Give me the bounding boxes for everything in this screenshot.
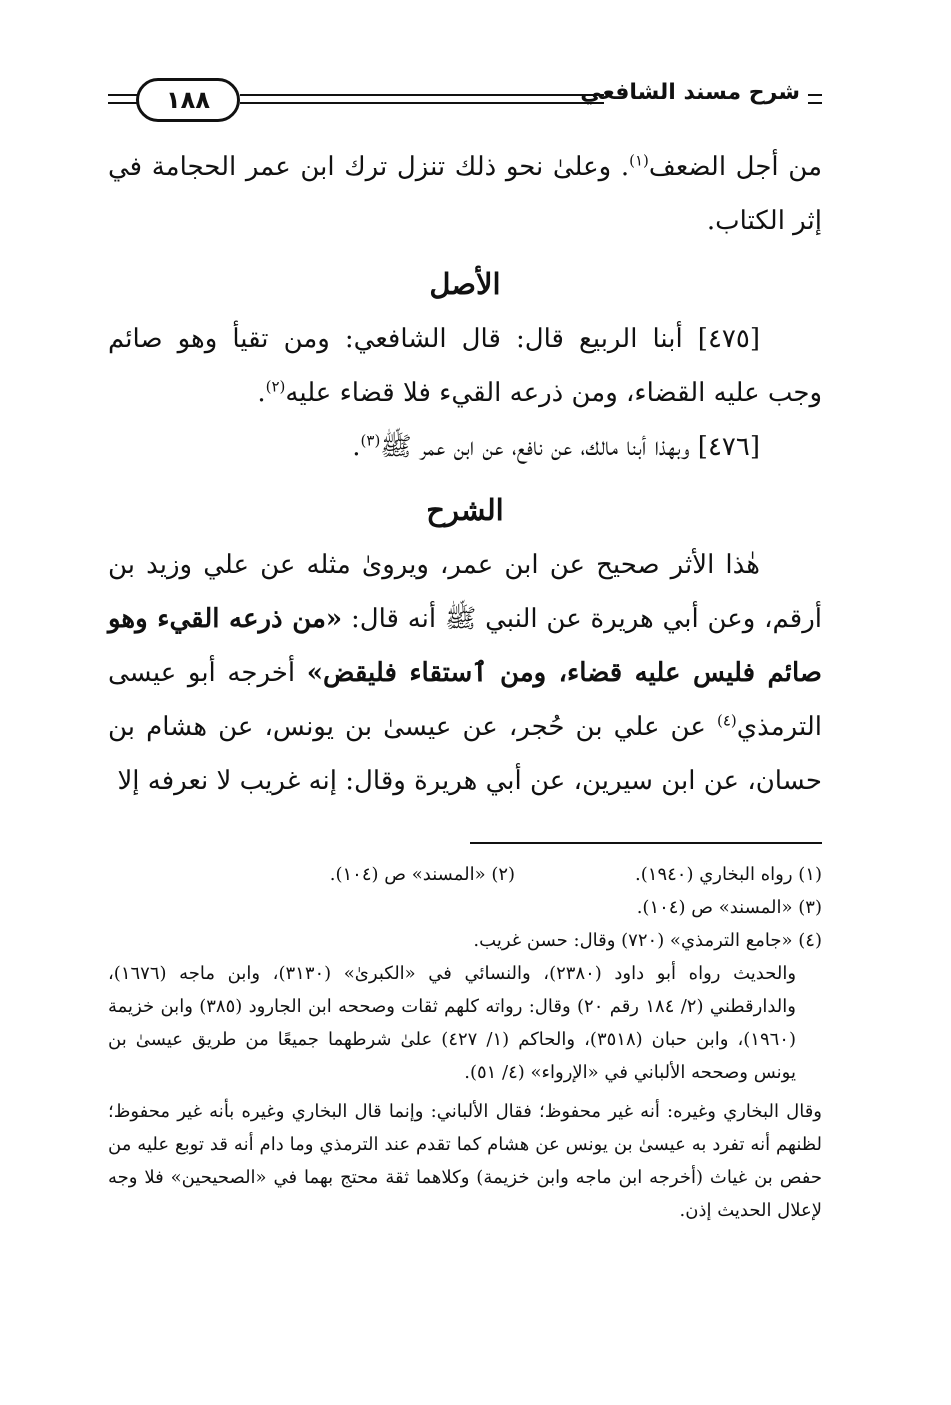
book-page (108, 70, 822, 1370)
page-number: ١٨٨ (166, 86, 210, 114)
footnote-3: (٣) «المسند» ص (١٠٤). (636, 897, 822, 918)
commentary-text-b: أخرجه أبو عيسى الترمذي (108, 658, 822, 742)
footnote-ref-2: (٢) (265, 377, 286, 396)
header-rule-left (108, 94, 138, 104)
paragraph-intro (108, 140, 822, 248)
narration-476-text: [٤٧٦] وبهذا أبنا مالك، عن نافع، عن ابن عمر ﷺ (380, 432, 760, 462)
running-title: شرح مسند الشافعي (580, 80, 800, 105)
page-number-badge (136, 78, 240, 122)
intro-text: من أجل الضعف (648, 152, 822, 182)
header-rule (240, 94, 604, 104)
footnote-4-discussion: وقال البخاري وغيره: أنه غير محفوظ؛ فقال الألباني: وإنما قال البخاري وغيره بأنه غير محفوظ؛ لظنهم أنه تفرد به عيسىٰ بن يونس عن هشام كما تقدم عند الترمذي وما دام أنه قد توبع عليه من حفص بن غياث (أخرجه ابن ماجه وابن خزيمة) وكلاهما ثقة محتج بهما في «الصحيحين» فلا وجه لإعلال الحديث إذن. (108, 1101, 822, 1221)
footnote-4-sources: والحديث رواه أبو داود (٢٣٨٠)، والنسائي في «الكبرىٰ» (٣١٣٠)، وابن ماجه (١٦٧٦)، والدارقطني (٢/ ١٨٤ رقم ٢٠) وقال: رواته كلهم ثقات وصححه ابن الجارود (٣٨٥) وابن خزيمة (١٩٦٠)، وابن حبان (٣٥١٨)، والحاكم (١/ ٤٢٧) علىٰ شرطهما جميعًا من طريق عيسىٰ بن يونس وصححه الألباني في «الإرواء» (٤/ ٥١). (108, 963, 797, 1083)
commentary-text-a: هٰذا الأثر صحيح عن ابن عمر، ويروىٰ مثله عن علي وزيد بن أرقم، وعن أبي هريرة عن النبي ﷺ أنه قال: (108, 550, 822, 634)
narration-475-text: [٤٧٥] أبنا الربيع قال: قال الشافعي: ومن تقيأ وهو صائم وجب عليه القضاء، ومن ذرعه القيء فلا قضاء عليه (108, 324, 822, 408)
header-rule-right (808, 94, 822, 104)
footnote-4: (٤) «جامع الترمذي» (٧٢٠) وقال: حسن غريب. (473, 930, 822, 951)
footnote-2: (٢) «المسند» ص (١٠٤). (329, 864, 516, 885)
page-header (108, 70, 822, 130)
footnotes-row-1 (108, 858, 822, 891)
hadith-quote: «من ذرعه القيء وهو صائم فليس عليه قضاء، ومن ٱستقاء فليقض» (108, 604, 822, 688)
footnote-1: (١) رواه البخاري (١٩٤٠). (635, 864, 822, 885)
section-heading-sharh: الشرح (426, 493, 504, 527)
footnote-ref-4: (٤) (716, 711, 737, 730)
footnote-ref-3: (٣) (360, 431, 381, 450)
commentary-text-c: عن علي بن حُجر، عن عيسىٰ بن يونس، عن هشام بن حسان، عن ابن سيرين، عن أبي هريرة وقال: إنه غريب لا نعرفه إلا (108, 712, 822, 796)
footnote-separator (470, 842, 822, 844)
narration-475: [٤٧٥] أبنا الربيع قال: قال الشافعي: ومن تقيأ وهو صائم وجب عليه القضاء، ومن ذرعه القيء فلا قضاء عليه$^{(٢)}$. (108, 324, 822, 408)
narration-476: [٤٧٦] وبهذا أبنا مالك، عن نافع، عن ابن عمر ﷺ$^{(٣)}$. (352, 431, 760, 462)
footnote-ref-1: (١) (629, 151, 649, 170)
section-heading-asl: الأصل (429, 267, 501, 301)
intro-text-cont: . وعلىٰ نحو ذلك تنزل ترك ابن عمر الحجامة في إثر الكتاب. (108, 152, 822, 236)
commentary-paragraph (108, 538, 822, 808)
